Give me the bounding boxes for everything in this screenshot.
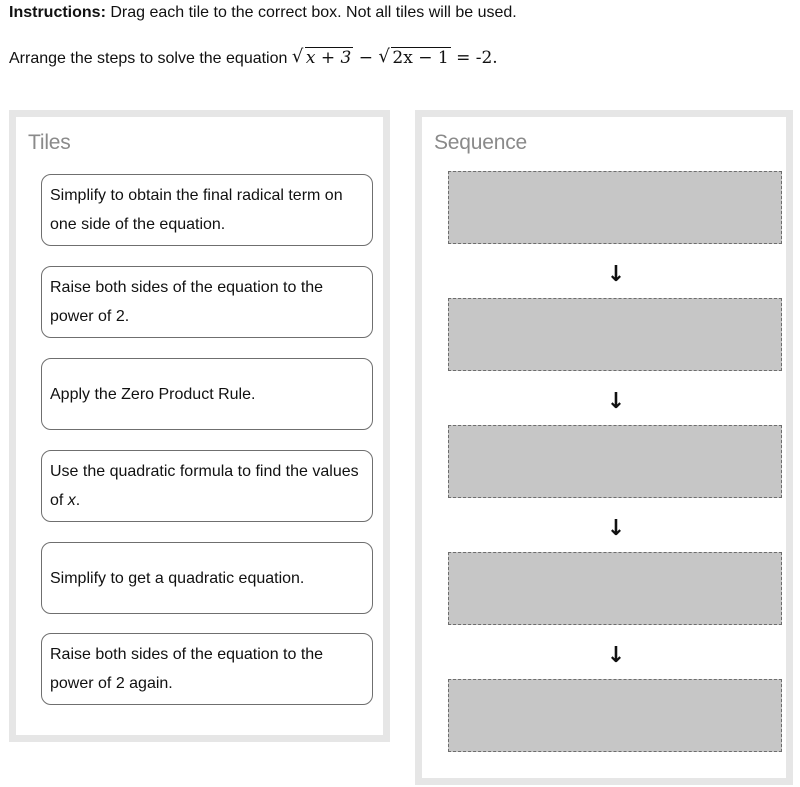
- tile-text: Use the quadratic formula to find the values of x.: [50, 463, 359, 509]
- tile-simplify-quadratic[interactable]: [41, 542, 373, 614]
- drop-slot-2[interactable]: [448, 298, 782, 371]
- instructions-text: Drag each tile to the correct box. Not all tiles will be used.: [105, 4, 517, 21]
- sequence-panel-title: Sequence: [434, 131, 527, 154]
- arrow-down-icon: ↓: [606, 389, 626, 414]
- instructions: [9, 3, 517, 23]
- tile-quadratic-formula[interactable]: [41, 450, 373, 522]
- sqrt-term-1: [292, 47, 353, 69]
- equation-rhs: = -2.: [450, 48, 498, 68]
- tile-text: Raise both sides of the equation to the power of 2 again.: [50, 646, 324, 692]
- sequence-panel: [415, 110, 793, 785]
- radicand-1: x + 3: [305, 48, 352, 68]
- arrow-down-icon: ↓: [606, 643, 626, 668]
- tile-text: Apply the Zero Product Rule.: [50, 385, 256, 403]
- tile-raise-power-2-again[interactable]: [41, 633, 373, 705]
- drop-slot-1[interactable]: [448, 171, 782, 244]
- drop-slot-4[interactable]: [448, 552, 782, 625]
- question-prompt: [9, 47, 498, 70]
- drop-slot-3[interactable]: [448, 425, 782, 498]
- tile-text: Simplify to obtain the final radical term on one side of the equation.: [50, 187, 343, 233]
- instructions-label: Instructions:: [9, 4, 106, 21]
- tiles-panel: [9, 110, 390, 742]
- arrow-down-icon: ↓: [606, 516, 626, 541]
- drop-slot-5[interactable]: [448, 679, 782, 752]
- arrow-down-icon: ↓: [606, 262, 626, 287]
- tile-simplify-final-radical[interactable]: [41, 174, 373, 246]
- tile-text: Simplify to get a quadratic equation.: [50, 569, 305, 587]
- tile-zero-product-rule[interactable]: [41, 358, 373, 430]
- tile-raise-power-2[interactable]: [41, 266, 373, 338]
- tile-text: Raise both sides of the equation to the power of 2.: [50, 279, 324, 325]
- radicand-2: 2x − 1: [392, 48, 449, 68]
- equation: [292, 48, 498, 68]
- equation-minus: −: [353, 48, 379, 68]
- sqrt-term-2: [378, 47, 450, 69]
- tiles-panel-title: Tiles: [28, 131, 71, 154]
- prompt-text: Arrange the steps to solve the equation: [9, 50, 292, 67]
